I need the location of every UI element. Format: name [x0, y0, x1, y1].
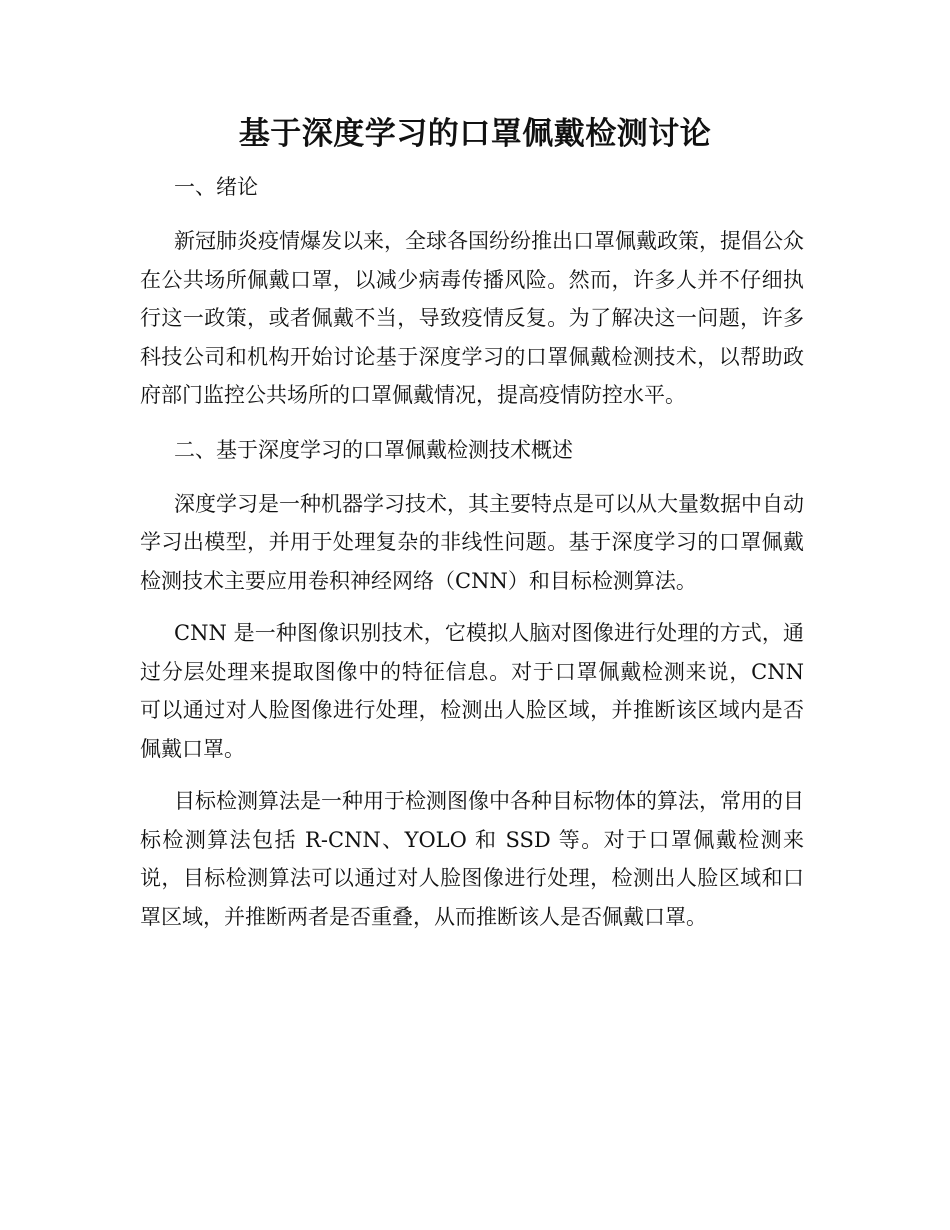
paragraph-object-detection: 目标检测算法是一种用于检测图像中各种目标物体的算法，常用的目标检测算法包括 R-CNN、YOLO 和 SSD 等。对于口罩佩戴检测来说，目标检测算法可以通过对人脸图像进行处理，检测出人脸区域和口罩区域，并推断两者是否重叠，从而推断该人是否佩戴口罩。 [140, 789, 804, 929]
section-heading-introduction: 一、绪论 [174, 175, 258, 199]
document-body [140, 168, 804, 950]
section-heading-overview: 二、基于深度学习的口罩佩戴检测技术概述 [174, 437, 573, 462]
paragraph-cnn: CNN 是一种图像识别技术，它模拟人脑对图像进行处理的方式，通过分层处理来提取图像中的特征信息。对于口罩佩戴检测来说，CNN 可以通过对人脸图像进行处理，检测出人脸区域，并推断该区域内是否佩戴口罩。 [140, 621, 804, 761]
document-title: 基于深度学习的口罩佩戴检测讨论 [238, 116, 712, 152]
paragraph-deep-learning: 深度学习是一种机器学习技术，其主要特点是可以从大量数据中自动学习出模型，并用于处理复杂的非线性问题。基于深度学习的口罩佩戴检测技术主要应用卷积神经网络（CNN）和目标检测算法。 [140, 491, 804, 593]
paragraph-introduction: 新冠肺炎疫情爆发以来，全球各国纷纷推出口罩佩戴政策，提倡公众在公共场所佩戴口罩，以减少病毒传播风险。然而，许多人并不仔细执行这一政策，或者佩戴不当，导致疫情反复。为了解决这一问题，许多科技公司和机构开始讨论基于深度学习的口罩佩戴检测技术，以帮助政府部门监控公共场所的口罩佩戴情况，提高疫情防控水平。 [140, 229, 804, 407]
